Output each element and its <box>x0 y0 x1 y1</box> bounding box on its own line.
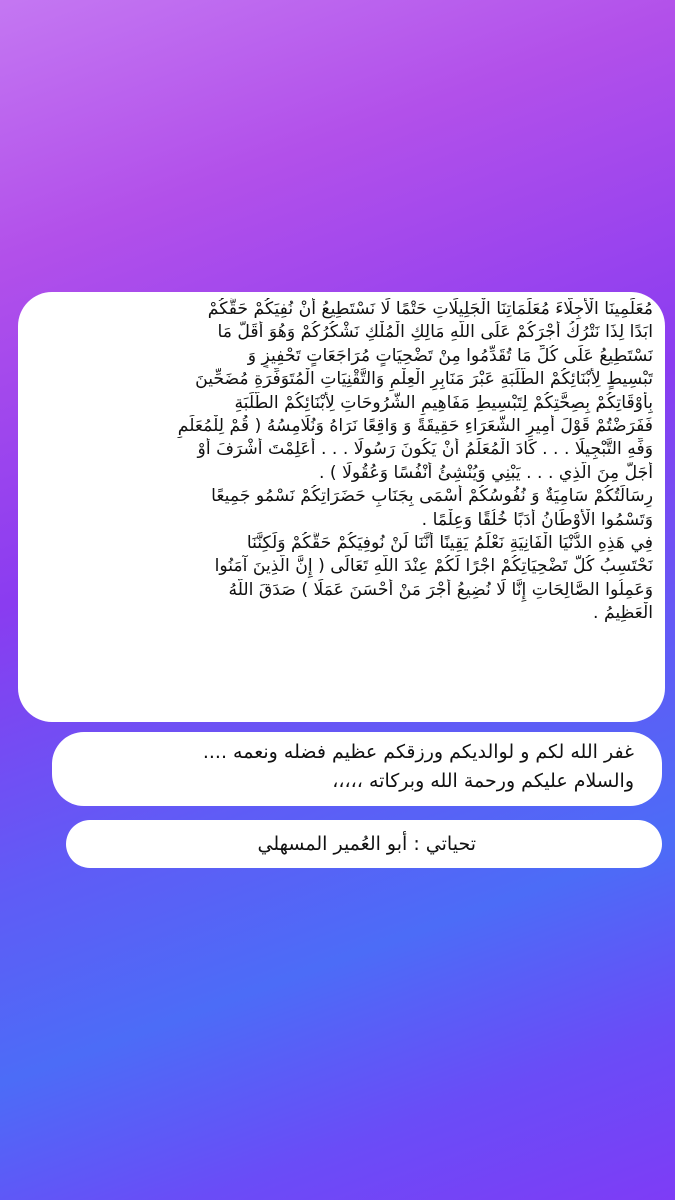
message-box <box>18 292 665 722</box>
message-line: وَتَسْمُوا الْأَوْطَانُ أَدَبًا خُلُقًا وَعِلْمًا . <box>421 509 653 530</box>
signature-box <box>66 820 662 868</box>
message-line: ابَدًا لِذَا نَتْرُكُ أَجْرَكُمْ عَلَى اللَّهِ مَالِكِ الْمُلْكِ نَشْكُرُكُمْ وَهُوَ أَقَلُّ مَا <box>217 322 653 343</box>
message-line: وَعَمِلُوا الصَّالِحَاتِ إِنَّا لَا نُضِيعُ أَجْرَ مَنْ أَحْسَنَ عَمَلًا ) صَدَقَ اللَّهُ <box>228 579 653 600</box>
dua-line: والسلام عليكم ورحمة الله وبركاته ،،،،، <box>332 770 634 792</box>
dua-line: غفر الله لكم و لوالديكم ورزقكم عظيم فضله ونعمه .... <box>202 741 634 763</box>
dua-box <box>52 732 662 806</box>
signature-text: تحياتي : أبو العُمير المسهلي <box>257 833 476 855</box>
message-line: فِي هَذِهِ الدُّنْيَا الْفَانِيَةِ نَعْلَمُ يَقِينًا أَنَّنَا لَنْ نُوفِيَكُمْ حَقَّكُمْ وَلَكِنَّنَا <box>246 533 653 554</box>
message-line: أَجَلَّ مِنَ الَّذِي . . . يَبْنِي وَيُنْشِئُ أَنْفُسًا وَعُقُولَا ) . <box>318 462 653 483</box>
message-line: الْعَظِيمُ . <box>593 603 653 624</box>
message-line: وَفِّهِ التَّبْجِيلَا . . . كَادَ الْمُعَلِّمُ أَنْ يَكُونَ رَسُولَا . . . أَعَلِمْتَ أَشْرَفَ أَوْ <box>197 439 653 460</box>
message-line: بِأَوْقَاتِكُمْ بِصِحَّتِكُمْ لِتَبْسِيطِ مَفَاهِيمِ الشُّرُوحَاتِ لِأَبْنَائِكُمْ الطَّلَبَةِ <box>234 392 653 413</box>
message-line: فَفَرَضْتُمْ قَوْلَ أَمِيرِ الشُّعَرَاءِ حَقِيقَةً وَ وَاقِعًا نَرَاهُ وَنُلَامِسُهُ ( قُمْ لِلْمُعَلِّمِ <box>177 416 653 437</box>
message-line: نَحْتَسِبُ كُلَّ تَضْحِيَاتِكُمْ اجْرًا لَكُمْ عِنْدَ اللَّهِ تَعَالَى ( إِنَّ الَّذِينَ آمَنُوا <box>214 556 653 577</box>
message-line: نَسْتَطِيعُ عَلَى كُلِّ مَا تُقَدِّمُوا مِنْ تَضْحِيَاتٍ مُرَاجَعَاتٍ تَحْفِيزٍ وَ <box>247 345 653 366</box>
message-line: رِسَالَتُكُمْ سَامِيَةٌ وَ نُفُوسُكُمْ أَسْمَى بِجَنَابِ حَضَرَاتِكُمْ نَسْمُو جَمِيعًا <box>211 486 653 507</box>
message-line: تَبْسِيطٍ لِأَبْنَائِكُمْ الطَّلَبَةِ عَبْرَ مَنَابِرِ الْعِلْمِ وَالتَّقْنِيَاتِ الْمُتَوَفِّرَةِ مُضَحِّينَ <box>195 369 653 390</box>
message-line: مُعَلِّمِينَا الْأَجِلَّاءَ مُعَلِّمَاتِنَا الْجَلِيلَاتِ حَتْمًا لَا نَسْتَطِيعُ أَنْ نُفِيَكُمْ حَقَّكُمْ <box>207 299 653 319</box>
